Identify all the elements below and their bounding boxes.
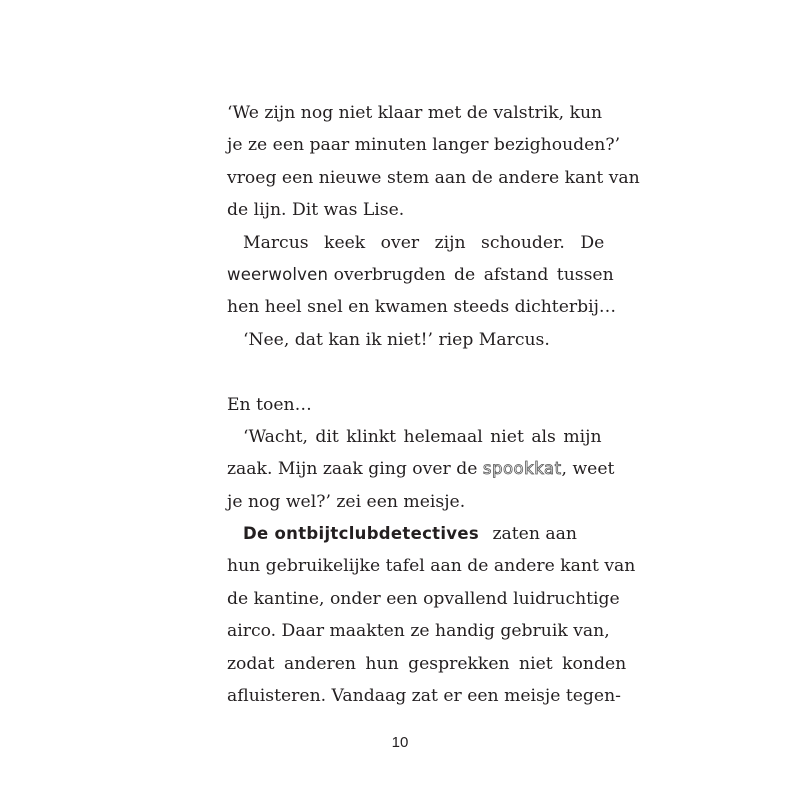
styled-name-ontbijtclubdetectives: De ontbijtclubdetectives (243, 524, 479, 544)
text-fragment: Marcus keek over zijn schouder. De (243, 232, 605, 253)
text-line (227, 291, 617, 323)
text-fragment: zaten aan (492, 524, 577, 545)
text-fragment: , weet (561, 459, 615, 480)
text-fragment: ‘Nee, dat kan ik niet!’ riep Marcus. (243, 329, 550, 350)
text-fragment: zaak. Mijn zaak ging over de (227, 459, 478, 480)
text-line (227, 97, 603, 129)
text-fragment: hun gebruikelijke tafel aan de andere kant van (227, 556, 636, 577)
text-line (227, 389, 579, 421)
text-fragment: overbrugden de afstand tussen (333, 264, 614, 285)
text-line (227, 227, 605, 259)
text-fragment: ‘Wacht, dit klinkt helemaal niet als mijn (243, 426, 602, 447)
text-fragment: de kantine, onder een opvallend luidruchtige (227, 588, 620, 609)
section-break (227, 356, 579, 388)
text-line (227, 583, 620, 615)
text-line (227, 648, 627, 680)
text-line (227, 259, 614, 291)
text-line (227, 162, 640, 194)
text-line (227, 324, 579, 356)
text-fragment: zodat anderen hun gesprekken niet konden (227, 653, 627, 674)
text-line (227, 615, 610, 647)
text-fragment: En toen… (227, 394, 312, 415)
text-line (227, 453, 615, 485)
styled-word-weerwolven: weerwolven (227, 264, 329, 284)
text-line (227, 518, 579, 550)
styled-word-spookkat: spookkat (482, 459, 562, 479)
text-fragment: je ze een paar minuten langer bezighouden?’ (227, 135, 621, 156)
text-line (227, 550, 636, 582)
text-fragment: vroeg een nieuwe stem aan de andere kant van (227, 167, 640, 188)
text-fragment: de lijn. Dit was Lise. (227, 200, 405, 221)
body-text (227, 97, 640, 712)
text-fragment: hen heel snel en kwamen steeds dichterbij… (227, 297, 617, 318)
text-line (227, 421, 602, 453)
text-line (227, 486, 579, 518)
text-line (227, 129, 621, 161)
page-number: 10 (391, 734, 409, 751)
text-fragment: je nog wel?’ zei een meisje. (227, 491, 466, 512)
text-fragment: afluisteren. Vandaag zat er een meisje tegen- (227, 686, 621, 707)
text-fragment: airco. Daar maakten ze handig gebruik van, (227, 621, 610, 642)
text-line (227, 194, 579, 226)
text-fragment: ‘We zijn nog niet klaar met de valstrik, kun (227, 103, 603, 123)
text-line (227, 680, 621, 712)
